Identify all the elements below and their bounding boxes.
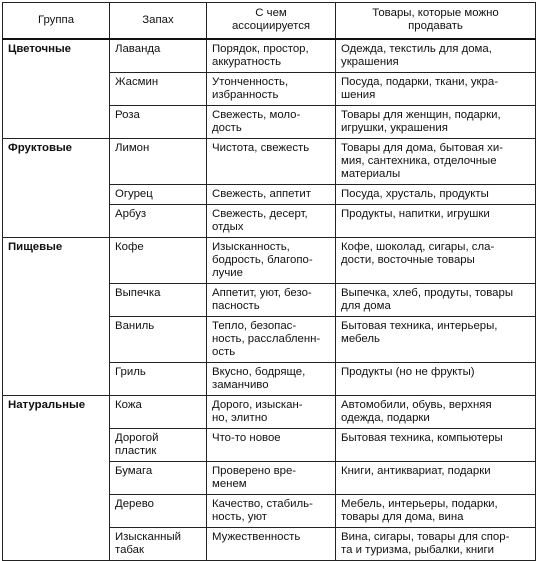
association-cell: Свежесть, десерт, отдых bbox=[207, 205, 336, 238]
table-row bbox=[3, 238, 536, 284]
association-cell: Что-то новое bbox=[207, 429, 336, 462]
scent-cell: Выпечка bbox=[110, 284, 207, 317]
association-cell: Качество, стабиль- ность, уют bbox=[207, 495, 336, 528]
association-cell: Свежесть, моло- дость bbox=[207, 106, 336, 139]
association-cell: Утонченность, избранность bbox=[207, 73, 336, 106]
scent-cell: Дерево bbox=[110, 495, 207, 528]
table-row bbox=[3, 139, 536, 185]
table-row bbox=[3, 39, 536, 73]
scent-cell: Кожа bbox=[110, 396, 207, 429]
table-row bbox=[3, 396, 536, 429]
scent-cell: Бумага bbox=[110, 462, 207, 495]
association-cell: Аппетит, уют, безо- пасность bbox=[207, 284, 336, 317]
scent-table bbox=[2, 2, 536, 561]
goods-cell: Автомобили, обувь, верхняя одежда, подарки bbox=[336, 396, 536, 429]
header-group: Группа bbox=[3, 3, 110, 40]
scent-cell: Гриль bbox=[110, 363, 207, 396]
group-name-cell: Пищевые bbox=[3, 238, 110, 396]
scent-cell: Арбуз bbox=[110, 205, 207, 238]
header-association: С чем ассоциируется bbox=[207, 3, 336, 40]
goods-cell: Товары для женщин, подарки, игрушки, украшения bbox=[336, 106, 536, 139]
goods-cell: Товары для дома, бытовая хи- мия, сантехника, отделочные материалы bbox=[336, 139, 536, 185]
goods-cell: Мебель, интерьеры, подарки, товары для дома, вина bbox=[336, 495, 536, 528]
goods-cell: Вина, сигары, товары для спор- та и туризма, рыбалки, книги bbox=[336, 528, 536, 561]
header-goods: Товары, которые можно продавать bbox=[336, 3, 536, 40]
scent-cell: Кофе bbox=[110, 238, 207, 284]
goods-cell: Бытовая техника, компьютеры bbox=[336, 429, 536, 462]
scent-cell: Жасмин bbox=[110, 73, 207, 106]
association-cell: Порядок, простор, аккуратность bbox=[207, 39, 336, 73]
header-row bbox=[3, 3, 536, 40]
goods-cell: Продукты, напитки, игрушки bbox=[336, 205, 536, 238]
goods-cell: Бытовая техника, интерьеры, мебель bbox=[336, 317, 536, 363]
scent-cell: Лимон bbox=[110, 139, 207, 185]
association-cell: Дорого, изыскан- но, элитно bbox=[207, 396, 336, 429]
association-cell: Тепло, безопас- ность, расслабленн- ость bbox=[207, 317, 336, 363]
association-cell: Чистота, свежесть bbox=[207, 139, 336, 185]
association-cell: Проверено вре- менем bbox=[207, 462, 336, 495]
scent-cell: Изысканный табак bbox=[110, 528, 207, 561]
association-cell: Изысканность, бодрость, благопо- лучие bbox=[207, 238, 336, 284]
table-body bbox=[3, 39, 536, 561]
goods-cell: Кофе, шоколад, сигары, сла- дости, восточные товары bbox=[336, 238, 536, 284]
scent-cell: Огурец bbox=[110, 185, 207, 205]
scent-cell: Лаванда bbox=[110, 39, 207, 73]
scent-cell: Дорогой пластик bbox=[110, 429, 207, 462]
goods-cell: Посуда, подарки, ткани, укра- шения bbox=[336, 73, 536, 106]
scent-cell: Роза bbox=[110, 106, 207, 139]
goods-cell: Выпечка, хлеб, продуты, товары для дома bbox=[336, 284, 536, 317]
goods-cell: Посуда, хрусталь, продукты bbox=[336, 185, 536, 205]
association-cell: Вкусно, бодряще, заманчиво bbox=[207, 363, 336, 396]
scent-cell: Ваниль bbox=[110, 317, 207, 363]
header-scent: Запах bbox=[110, 3, 207, 40]
group-name-cell: Цветочные bbox=[3, 39, 110, 139]
association-cell: Свежесть, аппетит bbox=[207, 185, 336, 205]
goods-cell: Одежда, текстиль для дома, украшения bbox=[336, 39, 536, 73]
group-name-cell: Фруктовые bbox=[3, 139, 110, 238]
goods-cell: Книги, антиквариат, подарки bbox=[336, 462, 536, 495]
association-cell: Мужественность bbox=[207, 528, 336, 561]
group-name-cell: Натуральные bbox=[3, 396, 110, 561]
goods-cell: Продукты (но не фрукты) bbox=[336, 363, 536, 396]
